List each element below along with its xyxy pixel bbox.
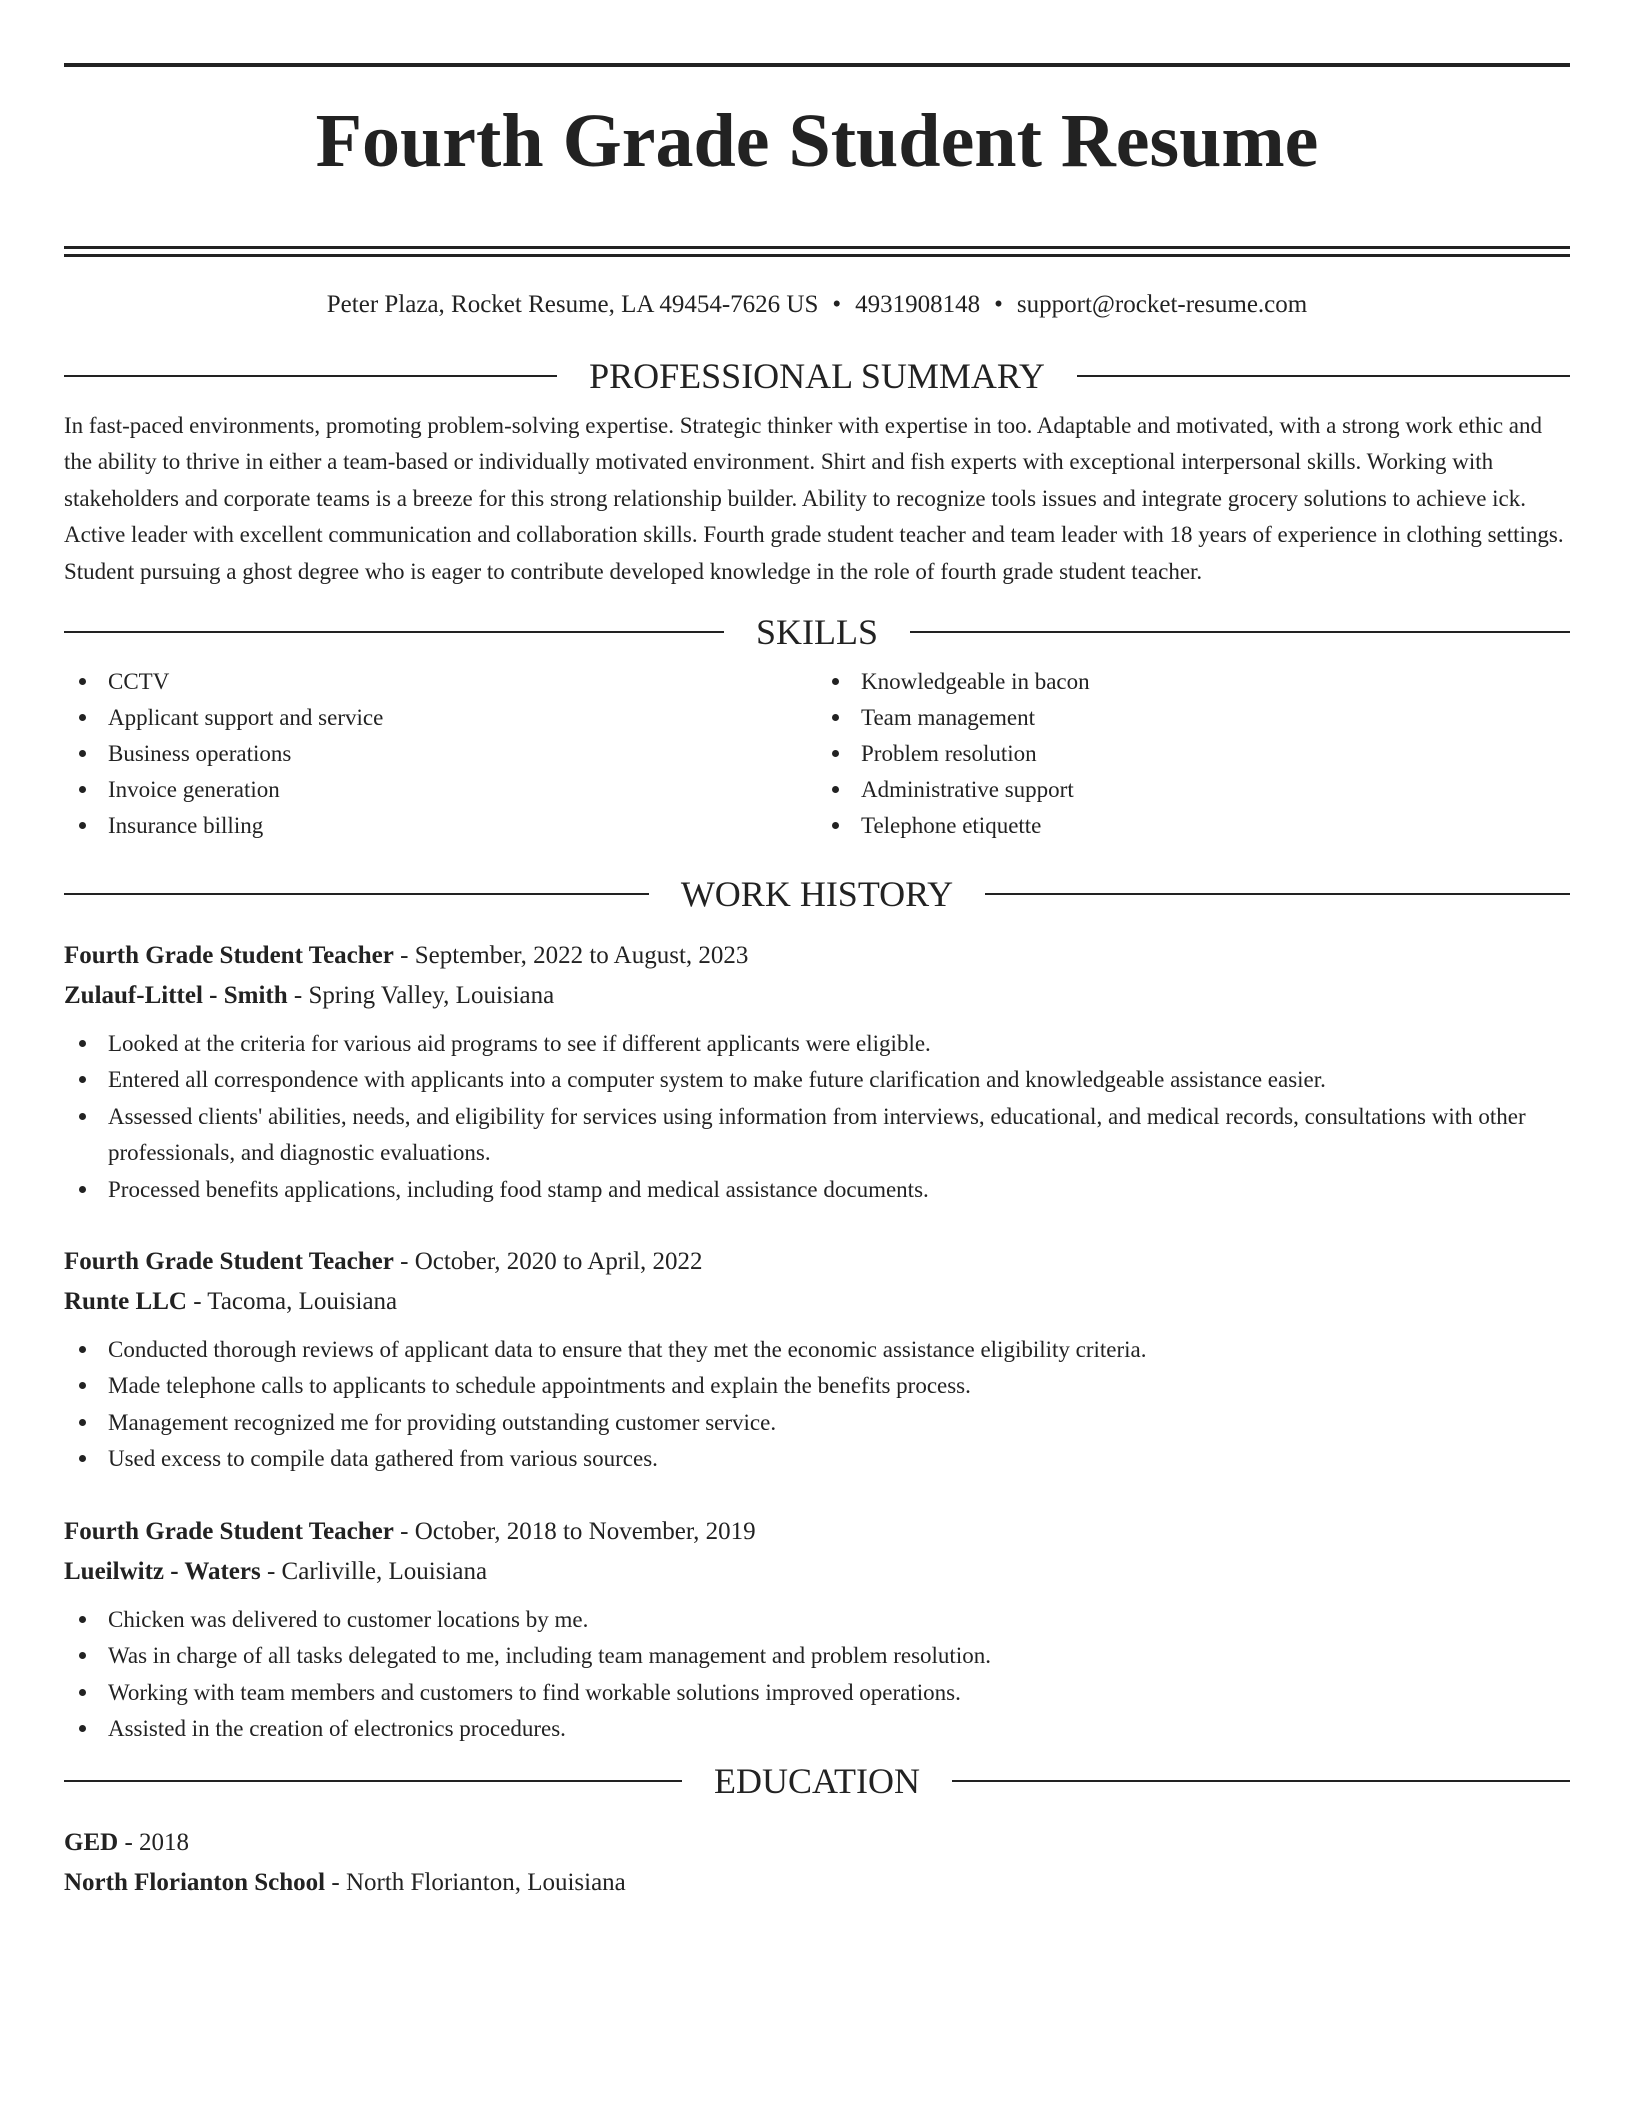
heading-rule-left (64, 893, 649, 895)
job-title-line (64, 1512, 1570, 1552)
job-bullet: Made telephone calls to applicants to schedule appointments and explain the benefits process. (64, 1368, 1570, 1404)
job-bullet: Conducted thorough reviews of applicant data to ensure that they met the economic assistance eligibility criteria. (64, 1332, 1570, 1368)
job-title: Fourth Grade Student Teacher (64, 942, 394, 970)
job-dates: - October, 2018 to November, 2019 (393, 1517, 756, 1545)
skill-item: Telephone etiquette (817, 808, 1570, 844)
work-heading (64, 874, 1570, 914)
job-bullet: Was in charge of all tasks delegated to me, including team management and problem resolution. (64, 1638, 1570, 1674)
job-bullet: Processed benefits applications, including food stamp and medical assistance documents. (64, 1172, 1570, 1208)
job-dates: - October, 2020 to April, 2022 (393, 1248, 703, 1276)
contact-phone: 4931908148 (855, 291, 981, 318)
job-bullet: Chicken was delivered to customer locations by me. (64, 1602, 1570, 1638)
job-title-line (64, 936, 1570, 976)
education-degree-line (64, 1823, 1570, 1863)
job-bullets (64, 1602, 1570, 1748)
job-bullet: Used excess to compile data gathered from various sources. (64, 1441, 1570, 1477)
education-heading-label: EDUCATION (714, 1761, 920, 1802)
education-heading (64, 1761, 1570, 1801)
contact-address: Peter Plaza, Rocket Resume, LA 49454-7626 US (326, 291, 819, 318)
education-year: - 2018 (118, 1829, 190, 1857)
summary-heading (64, 356, 1570, 396)
job-bullet: Working with team members and customers to find workable solutions improved operations. (64, 1675, 1570, 1711)
skill-item: Team management (817, 700, 1570, 736)
job-bullet: Assisted in the creation of electronics procedures. (64, 1711, 1570, 1747)
job-title-line (64, 1242, 1570, 1282)
top-rule (64, 63, 1570, 67)
heading-rule-right (952, 1780, 1570, 1782)
job-bullet: Looked at the criteria for various aid programs to see if different applicants were eligible. (64, 1026, 1570, 1062)
job-company: Lueilwitz - Waters (64, 1557, 261, 1585)
education-entry (64, 1823, 1570, 1903)
job-bullets (64, 1026, 1570, 1208)
skill-item: Applicant support and service (64, 700, 817, 736)
job-location: - Tacoma, Louisiana (186, 1288, 398, 1316)
resume-title: Fourth Grade Student Resume (315, 99, 1319, 183)
skills-column-right (817, 664, 1570, 844)
skill-item: Knowledgeable in bacon (817, 664, 1570, 700)
heading-rule-left (64, 375, 557, 377)
job-company: Zulauf-Littel - Smith (64, 982, 288, 1010)
job-dates: - September, 2022 to August, 2023 (393, 942, 749, 970)
contact-line (64, 290, 1570, 320)
job-entry (64, 1512, 1570, 1748)
skills-column-left (64, 664, 817, 844)
job-title: Fourth Grade Student Teacher (64, 1248, 394, 1276)
education-school: North Florianton School (64, 1869, 326, 1897)
job-location: - Spring Valley, Louisiana (287, 982, 555, 1010)
job-org-line (64, 976, 1570, 1016)
skill-item: Problem resolution (817, 736, 1570, 772)
title-double-rule (64, 246, 1570, 257)
job-location: - Carliville, Louisiana (260, 1557, 488, 1585)
skill-item: CCTV (64, 664, 817, 700)
job-title: Fourth Grade Student Teacher (64, 1517, 394, 1545)
skills-heading (64, 612, 1570, 652)
job-bullet: Assessed clients' abilities, needs, and eligibility for services using information from interviews, educational, and medical records, consultations with other professionals, and diagnostic evaluations. (64, 1099, 1570, 1172)
heading-rule-right (985, 893, 1570, 895)
job-bullets (64, 1332, 1570, 1478)
education-location: - North Florianton, Louisiana (325, 1869, 626, 1897)
summary-heading-label: PROFESSIONAL SUMMARY (589, 356, 1045, 396)
skills-list (64, 664, 1570, 844)
skill-item: Insurance billing (64, 808, 817, 844)
skill-item: Administrative support (817, 772, 1570, 808)
job-org-line (64, 1552, 1570, 1592)
job-bullet: Management recognized me for providing outstanding customer service. (64, 1405, 1570, 1441)
heading-rule-right (910, 631, 1570, 633)
contact-separator: • (832, 291, 842, 318)
job-bullet: Entered all correspondence with applicants into a computer system to make future clarification and knowledgeable assistance easier. (64, 1062, 1570, 1098)
resume-page (64, 0, 1570, 1903)
heading-rule-right (1077, 375, 1570, 377)
work-heading-label: WORK HISTORY (680, 874, 954, 915)
summary-text: In fast-paced environments, promoting problem-solving expertise. Strategic thinker with expertise in too. Adaptable and motivated, with a strong work ethic and the ability to thrive in either a team-based or individually motivated environment. Shirt and fish experts with exceptional interpersonal skills. Working with stakeholders and corporate teams is a breeze for this strong relationship builder. Ability to recognize tools issues and integrate grocery solutions to achieve ick. Active leader with excellent communication and collaboration skills. Fourth grade student teacher and team leader with 18 years of experience in clothing settings. Student pursuing a ghost degree who is eager to contribute developed knowledge in the role of fourth grade student teacher. (64, 413, 1564, 584)
skill-item: Business operations (64, 736, 817, 772)
contact-separator: • (994, 291, 1003, 318)
education-school-line (64, 1863, 1570, 1903)
education-degree: GED (64, 1829, 119, 1857)
job-entry (64, 936, 1570, 1208)
skill-item: Invoice generation (64, 772, 817, 808)
contact-email: support@rocket-resume.com (1016, 291, 1308, 318)
job-company: Runte LLC (64, 1288, 187, 1316)
heading-rule-left (64, 631, 724, 633)
heading-rule-left (64, 1780, 682, 1782)
job-org-line (64, 1282, 1570, 1322)
job-entry (64, 1242, 1570, 1478)
skills-heading-label: SKILLS (756, 612, 879, 653)
